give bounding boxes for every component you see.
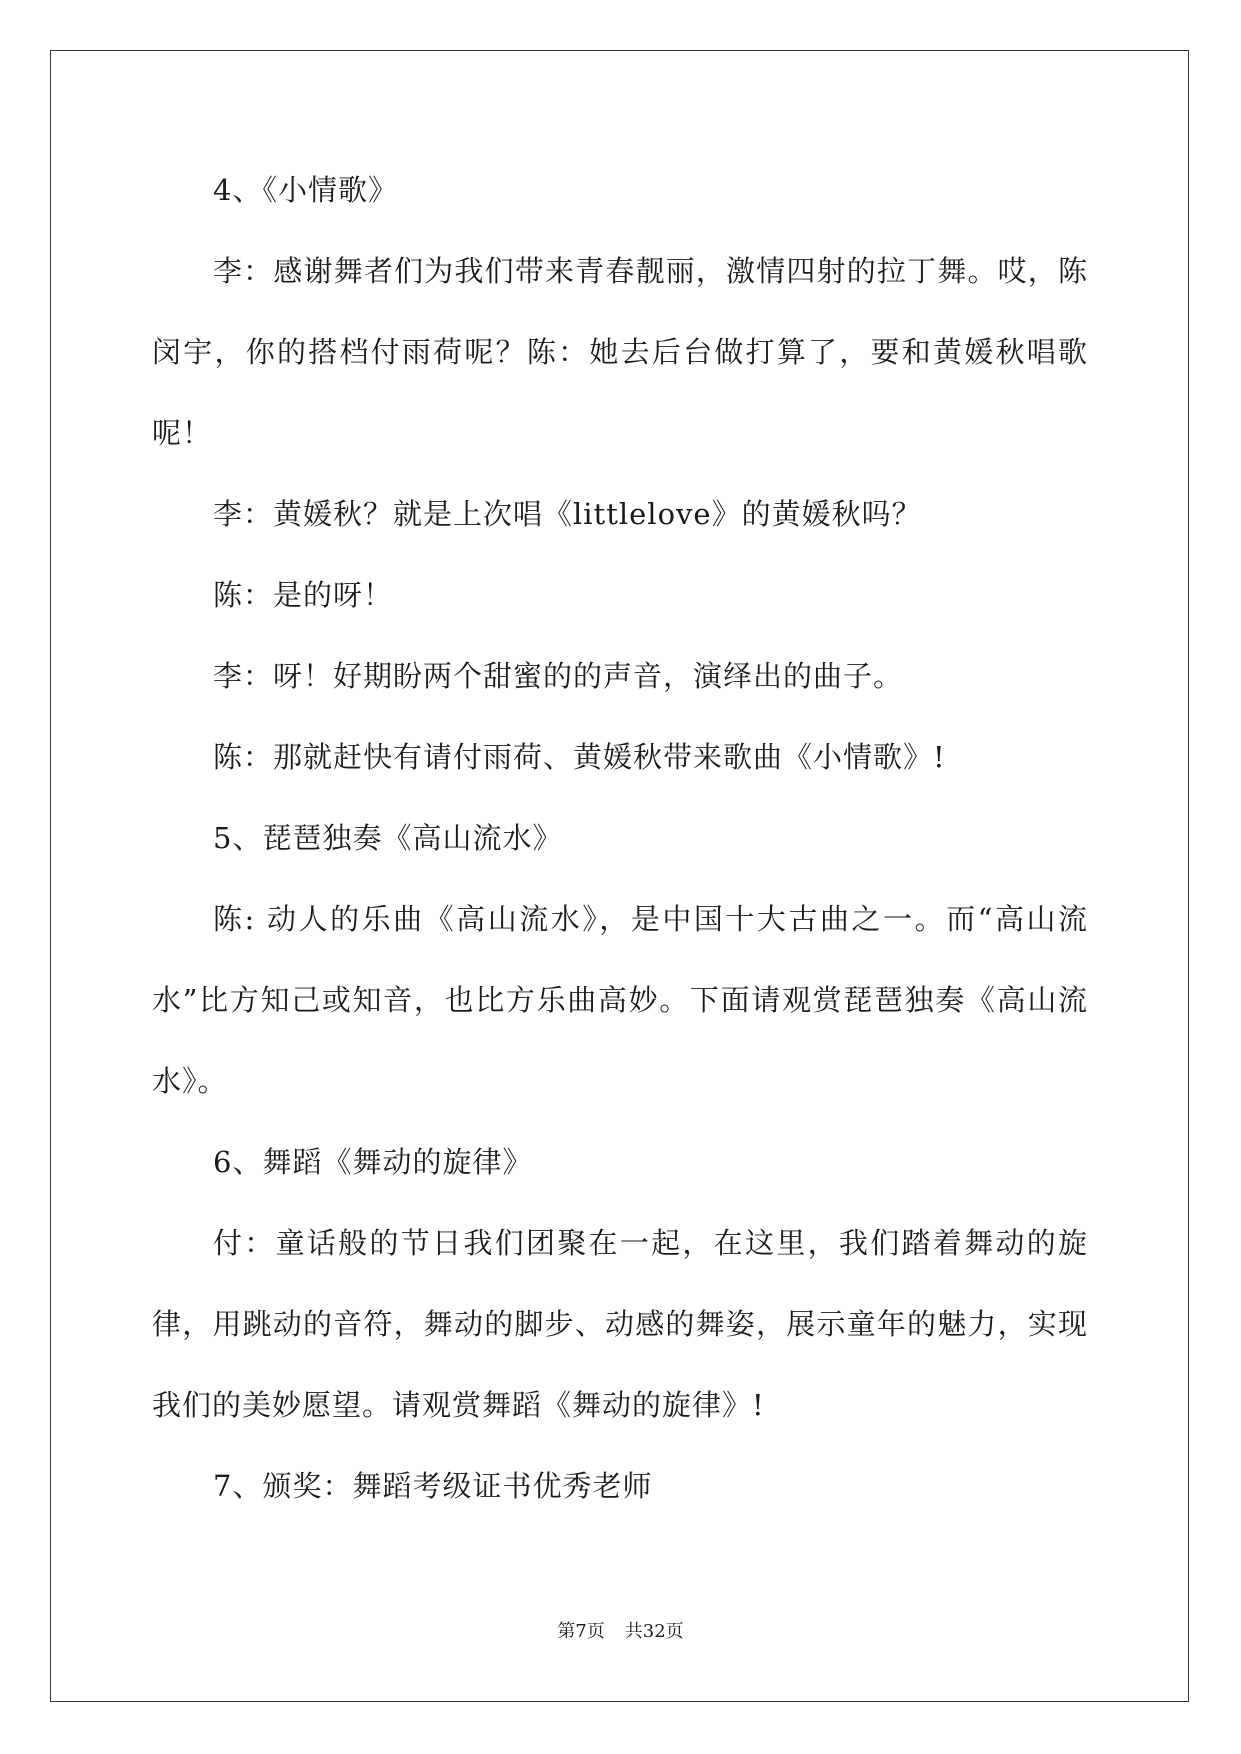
dialogue-paragraph: 陈：是的呀！ — [213, 578, 394, 612]
heading-item-5: 5、琵琶独奏《高山流水》 — [213, 821, 563, 855]
heading-item-6: 6、舞蹈《舞动的旋律》 — [213, 1145, 533, 1179]
dialogue-paragraph: 陈：那就赶快有请付雨荷、黄媛秋带来歌曲《小情歌》! — [213, 740, 946, 774]
page-total: 共32页 — [624, 1621, 684, 1642]
page-footer — [0, 1621, 1241, 1643]
heading-item-7: 7、颁奖：舞蹈考级证书优秀老师 — [213, 1469, 653, 1503]
heading-item-4: 4、《小情歌》 — [213, 173, 398, 207]
dialogue-paragraph: 李：感谢舞者们为我们带来青春靓丽，激情四射的拉丁舞。哎，陈闵宇，你的搭档付雨荷呢？陈：她去后台做打算了，要和黄媛秋唱歌呢！ — [152, 254, 1088, 450]
dialogue-paragraph: 李：黄媛秋？就是上次唱《littlelove》的黄媛秋吗？ — [213, 497, 922, 531]
dialogue-paragraph: 付：童话般的节日我们团聚在一起，在这里，我们踏着舞动的旋律，用跳动的音符，舞动的脚步、动感的舞姿，展示童年的魅力，实现我们的美妙愿望。请观赏舞蹈《舞动的旋律》! — [152, 1226, 1088, 1422]
dialogue-paragraph: 李：呀！好期盼两个甜蜜的的声音，演绎出的曲子。 — [213, 659, 904, 693]
dialogue-paragraph: 陈: 动人的乐曲《高山流水》，是中国十大古曲之一。而“高山流水”比方知己或知音，也比方乐曲高妙。下面请观赏琵琶独奏《高山流水》。 — [152, 902, 1088, 1098]
page-number: 第7页 — [557, 1621, 605, 1642]
document-body — [152, 150, 1088, 1527]
